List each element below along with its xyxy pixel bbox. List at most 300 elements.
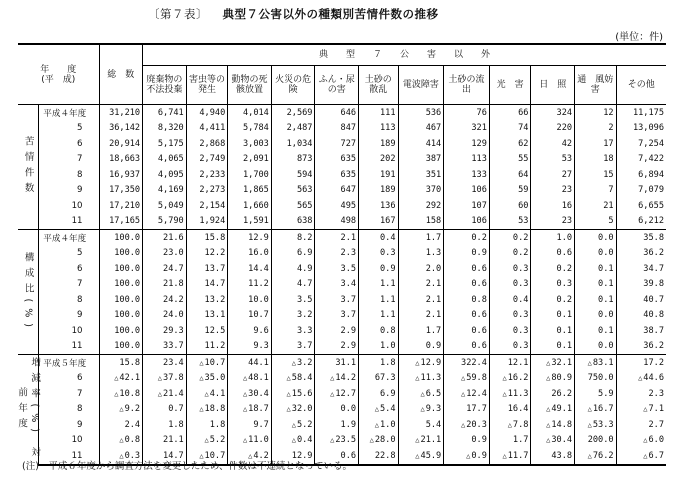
negative-marker-icon: △ — [242, 405, 248, 414]
value-cell: 20,914 — [99, 136, 143, 152]
value-cell: 0.1 — [575, 277, 617, 293]
column-header: 電波障害 — [398, 66, 444, 105]
negative-marker-icon: △ — [242, 374, 248, 383]
value-cell: 0.9 — [398, 339, 444, 355]
value-cell — [315, 433, 359, 449]
value-cell: 7,079 — [638, 185, 664, 196]
negative-marker-icon: △ — [330, 389, 335, 398]
value-text: 21.1 — [420, 435, 442, 446]
value-cell: 2.0 — [398, 261, 444, 277]
value-cell: 15 — [575, 167, 617, 183]
value-cell: 59 — [489, 183, 531, 199]
value-cell: 13.7 — [186, 261, 228, 277]
value-cell: 35.8 — [616, 230, 666, 246]
value-cell: 11.2 — [228, 277, 272, 293]
value-cell: 4,095 — [143, 167, 187, 183]
negative-marker-icon: △ — [157, 389, 163, 398]
value-cell: 2.1 — [398, 308, 444, 324]
value-cell: 36,142 — [99, 121, 143, 137]
value-cell: 0.6 — [444, 261, 490, 277]
negative-marker-icon: △ — [415, 436, 420, 445]
value-text: 59.8 — [466, 373, 487, 384]
value-cell — [398, 355, 444, 371]
value-cell: 1.1 — [359, 292, 398, 308]
value-text: 48.1 — [248, 373, 269, 384]
value-cell — [398, 448, 444, 465]
value-text: 10.7 — [204, 357, 226, 368]
value-cell: 3.5 — [271, 292, 315, 308]
negative-marker-icon: △ — [415, 374, 420, 383]
value-text: 11.3 — [507, 388, 529, 399]
table-title — [148, 6, 439, 22]
value-cell: 40.8 — [643, 310, 664, 321]
value-text: 11.0 — [248, 435, 269, 446]
year-cell: 5 — [39, 246, 99, 262]
value-cell: 33.7 — [143, 339, 187, 355]
value-text: 83.1 — [592, 357, 614, 368]
negative-marker-icon: △ — [291, 358, 296, 367]
value-text: 18.8 — [204, 404, 226, 415]
negative-marker-icon: △ — [502, 451, 507, 460]
value-cell — [444, 386, 490, 402]
value-text: 4.1 — [209, 388, 226, 399]
value-cell: 0.1 — [575, 292, 617, 308]
value-cell: 2,868 — [186, 136, 228, 152]
value-cell: 24.2 — [143, 292, 187, 308]
value-cell: 0.3 — [489, 308, 531, 324]
value-cell: 6,741 — [143, 105, 187, 121]
value-cell: 646 — [315, 105, 359, 121]
year-cell: 7 — [39, 152, 99, 168]
value-cell: 0.3 — [489, 323, 531, 339]
table-row — [18, 433, 666, 449]
value-cell: 100.0 — [99, 230, 143, 246]
negative-marker-icon: △ — [460, 374, 466, 383]
value-cell: 5.4 — [398, 417, 444, 433]
value-cell: 113 — [444, 152, 490, 168]
value-cell — [99, 402, 143, 418]
negative-marker-icon: △ — [643, 405, 648, 414]
year-cell: 6 — [39, 136, 99, 152]
negative-marker-icon: △ — [286, 374, 291, 383]
value-cell: 387 — [398, 152, 444, 168]
value-cell: 536 — [398, 105, 444, 121]
value-cell: 55 — [489, 152, 531, 168]
negative-marker-icon: △ — [502, 389, 507, 398]
value-cell: 3.7 — [315, 308, 359, 324]
value-cell: 36.2 — [643, 341, 664, 352]
negative-marker-icon: △ — [330, 374, 335, 383]
value-cell: 100.0 — [99, 246, 143, 262]
section-label: 増減率(%) 対前年度 — [18, 355, 39, 465]
value-cell — [359, 402, 398, 418]
value-text: 53.3 — [592, 419, 614, 430]
value-cell: 750.0 — [575, 371, 617, 387]
negative-marker-icon: △ — [415, 358, 420, 367]
value-cell: 21.1 — [143, 433, 187, 449]
value-cell: 2,569 — [271, 105, 315, 121]
value-cell: 26.2 — [531, 386, 575, 402]
value-cell — [444, 371, 490, 387]
value-cell: 0.1 — [531, 308, 575, 324]
value-cell: 100.0 — [99, 261, 143, 277]
value-cell: 31,210 — [99, 105, 143, 121]
year-cell: 10 — [39, 198, 99, 214]
value-cell: 4.7 — [271, 277, 315, 293]
value-cell: 351 — [398, 167, 444, 183]
section-label: 苦情件数 — [18, 105, 39, 230]
negative-marker-icon: △ — [587, 358, 592, 367]
value-cell: 67.3 — [359, 371, 398, 387]
negative-marker-icon: △ — [420, 389, 425, 398]
value-cell — [186, 402, 228, 418]
table-row — [18, 277, 666, 293]
value-text: 9.3 — [425, 404, 442, 415]
value-text: 6.5 — [425, 388, 442, 399]
value-cell: 324 — [531, 105, 575, 121]
value-cell: 12.9 — [271, 448, 315, 465]
value-cell — [616, 448, 666, 465]
value-cell: 1.1 — [359, 277, 398, 293]
value-text: 16.2 — [507, 373, 529, 384]
value-cell: 60 — [489, 198, 531, 214]
year-cell: 11 — [39, 339, 99, 355]
value-cell: 498 — [315, 214, 359, 230]
value-cell: 635 — [315, 152, 359, 168]
value-text: 23.5 — [335, 435, 357, 446]
value-cell: 3.7 — [271, 339, 315, 355]
negative-marker-icon: △ — [330, 436, 335, 445]
value-cell: 0.8 — [359, 323, 398, 339]
value-cell: 5.9 — [575, 386, 617, 402]
value-cell — [531, 402, 575, 418]
value-cell: 4,169 — [143, 183, 187, 199]
negative-marker-icon: △ — [587, 451, 592, 460]
value-text: 3.2 — [296, 357, 313, 368]
negative-marker-icon: △ — [119, 436, 124, 445]
negative-marker-icon: △ — [242, 436, 248, 445]
value-text: 11.7 — [507, 450, 529, 461]
value-cell: 11,175 — [632, 107, 664, 118]
table-row — [18, 167, 666, 183]
value-cell — [444, 448, 490, 465]
table-row — [18, 355, 666, 371]
value-cell: 0.6 — [444, 339, 490, 355]
value-cell: 202 — [359, 152, 398, 168]
year-cell: 10 — [39, 433, 99, 449]
value-cell: 0.4 — [489, 292, 531, 308]
value-cell: 0.2 — [444, 230, 490, 246]
value-cell: 189 — [359, 136, 398, 152]
value-cell: 1.0 — [531, 230, 575, 246]
value-cell: 1.8 — [359, 355, 398, 371]
value-cell: 129 — [444, 136, 490, 152]
value-cell: 22.8 — [359, 448, 398, 465]
value-cell: 6,655 — [638, 200, 664, 211]
value-cell: 495 — [315, 198, 359, 214]
value-cell: 3,003 — [228, 136, 272, 152]
value-cell — [186, 355, 228, 371]
value-cell: 727 — [315, 136, 359, 152]
column-header: 通 風妨 害 — [575, 66, 617, 105]
value-cell: 2.1 — [398, 292, 444, 308]
value-cell: 16 — [531, 198, 575, 214]
value-text: 0.4 — [296, 435, 313, 446]
value-cell: 4,940 — [186, 105, 228, 121]
value-text: 5.4 — [380, 404, 396, 415]
value-text: 9.2 — [124, 404, 141, 415]
value-text: 20.3 — [466, 419, 487, 430]
value-cell: 14.7 — [186, 277, 228, 293]
value-cell: 7,254 — [638, 138, 664, 149]
value-cell: 2.1 — [315, 230, 359, 246]
value-cell: 0.2 — [489, 246, 531, 262]
value-cell — [616, 371, 666, 387]
value-cell: 0.6 — [444, 308, 490, 324]
value-text: 16.7 — [592, 404, 614, 415]
value-cell: 2,091 — [228, 152, 272, 168]
table-row — [18, 105, 666, 121]
value-cell — [271, 386, 315, 402]
value-cell: 2.9 — [315, 323, 359, 339]
value-cell: 2.9 — [315, 339, 359, 355]
value-cell: 42 — [531, 136, 575, 152]
value-cell: 321 — [444, 121, 490, 137]
year-cell: 8 — [39, 402, 99, 418]
year-cell: 7 — [39, 277, 99, 293]
value-cell: 23.0 — [143, 246, 187, 262]
value-cell: 8,320 — [143, 121, 187, 137]
value-cell: 34.7 — [643, 263, 664, 274]
value-cell: 2,749 — [186, 152, 228, 168]
value-cell: 370 — [398, 183, 444, 199]
table-row — [18, 230, 666, 246]
value-cell: 76 — [444, 105, 490, 121]
value-cell: 467 — [398, 121, 444, 137]
table-row — [18, 417, 666, 433]
value-cell: 292 — [398, 198, 444, 214]
value-cell: 44.1 — [228, 355, 272, 371]
table-row — [18, 308, 666, 324]
value-cell: 113 — [359, 121, 398, 137]
value-cell: 0.6 — [315, 448, 359, 465]
table-row — [18, 402, 666, 418]
value-text: 1.0 — [380, 419, 396, 430]
value-cell: 0.6 — [444, 277, 490, 293]
value-text: 18.7 — [248, 404, 269, 415]
value-cell — [271, 402, 315, 418]
year-cell: 8 — [39, 292, 99, 308]
column-header: 廃棄物の不法投棄 — [143, 66, 187, 105]
table-row — [18, 323, 666, 339]
value-cell: 15.8 — [99, 355, 143, 371]
value-text: 0.9 — [471, 450, 487, 461]
value-cell: 2,273 — [186, 183, 228, 199]
value-cell: 2.7 — [648, 419, 664, 430]
value-cell: 36.2 — [643, 248, 664, 259]
value-cell: 0.9 — [359, 261, 398, 277]
value-cell: 635 — [315, 167, 359, 183]
column-header: 土砂の流出 — [444, 66, 490, 105]
value-text: 12.7 — [335, 388, 357, 399]
year-cell: 9 — [39, 183, 99, 199]
value-cell: 17.7 — [444, 402, 490, 418]
value-cell: 0.0 — [315, 402, 359, 418]
value-text: 7.8 — [512, 419, 529, 430]
value-cell: 4,014 — [228, 105, 272, 121]
value-cell: 0.0 — [575, 339, 617, 355]
value-cell — [228, 402, 272, 418]
value-cell: 4.9 — [271, 261, 315, 277]
value-cell: 0.0 — [575, 308, 617, 324]
section-label: 構成比(%) — [18, 230, 39, 355]
negative-marker-icon: △ — [242, 389, 248, 398]
negative-marker-icon: △ — [466, 451, 471, 460]
value-cell — [186, 433, 228, 449]
value-cell: 9.7 — [228, 417, 272, 433]
value-cell: 4,065 — [143, 152, 187, 168]
value-cell: 1,924 — [186, 214, 228, 230]
value-cell — [575, 402, 617, 418]
value-cell — [444, 417, 490, 433]
column-header: ふん・尿の害 — [315, 66, 359, 105]
table-row — [18, 261, 666, 277]
value-cell: 18 — [575, 152, 617, 168]
value-text: 45.9 — [420, 450, 442, 461]
negative-marker-icon: △ — [638, 374, 643, 383]
value-cell: 0.6 — [531, 246, 575, 262]
value-text: 76.2 — [592, 450, 614, 461]
negative-marker-icon: △ — [643, 436, 648, 445]
value-cell: 191 — [359, 167, 398, 183]
value-cell: 53 — [489, 214, 531, 230]
column-header: 害虫等の発生 — [186, 66, 228, 105]
value-cell: 189 — [359, 183, 398, 199]
value-cell: 0.6 — [444, 323, 490, 339]
value-cell — [271, 355, 315, 371]
value-cell: 12 — [575, 105, 617, 121]
value-cell: 0.8 — [444, 292, 490, 308]
value-text: 12.4 — [466, 388, 487, 399]
value-text: 49.1 — [551, 404, 573, 415]
year-header — [18, 44, 99, 105]
value-cell: 9.6 — [228, 323, 272, 339]
value-cell: 4,411 — [186, 121, 228, 137]
value-cell: 6,894 — [638, 169, 664, 180]
negative-marker-icon: △ — [546, 405, 551, 414]
negative-marker-icon: △ — [286, 405, 291, 414]
table-title-text: 典型７公害以外の種類別苦情件数の推移 — [222, 7, 439, 21]
value-cell: 158 — [398, 214, 444, 230]
negative-marker-icon: △ — [291, 436, 296, 445]
table-row — [18, 121, 666, 137]
value-text: 15.6 — [291, 388, 313, 399]
value-cell: 74 — [489, 121, 531, 137]
value-cell: 220 — [531, 121, 575, 137]
column-header: 動物の死骸放置 — [228, 66, 272, 105]
value-cell: 0.3 — [359, 246, 398, 262]
value-cell: 2.4 — [99, 417, 143, 433]
value-cell: 5,175 — [143, 136, 187, 152]
value-text: 32.0 — [291, 404, 313, 415]
value-cell: 414 — [398, 136, 444, 152]
value-cell: 62 — [489, 136, 531, 152]
value-cell — [228, 386, 272, 402]
value-text: 6.7 — [648, 450, 664, 461]
value-text: 32.1 — [551, 357, 573, 368]
value-text: 28.0 — [374, 435, 396, 446]
negative-marker-icon: △ — [420, 405, 425, 414]
value-cell: 31.1 — [315, 355, 359, 371]
value-cell: 13.2 — [186, 292, 228, 308]
value-cell: 3.5 — [315, 261, 359, 277]
value-cell: 38.7 — [643, 325, 664, 336]
value-cell: 6,212 — [638, 216, 664, 227]
value-cell: 6.9 — [359, 386, 398, 402]
value-cell: 638 — [271, 214, 315, 230]
negative-marker-icon: △ — [291, 420, 296, 429]
negative-marker-icon: △ — [114, 389, 119, 398]
value-cell — [143, 371, 187, 387]
value-cell: 565 — [271, 198, 315, 214]
value-cell — [575, 355, 617, 371]
year-cell: 平成５年度 — [39, 355, 99, 371]
total-header: 総 数 — [99, 44, 143, 105]
year-header-sub: (平 成) — [41, 74, 76, 85]
negative-marker-icon: △ — [199, 405, 204, 414]
value-text: 12.9 — [420, 357, 442, 368]
value-cell — [575, 448, 617, 465]
value-cell: 3.2 — [271, 308, 315, 324]
value-cell: 0.1 — [575, 261, 617, 277]
value-cell: 106 — [444, 214, 490, 230]
value-cell: 847 — [315, 121, 359, 137]
negative-marker-icon: △ — [587, 420, 592, 429]
value-cell: 7 — [575, 183, 617, 199]
table-row — [18, 183, 666, 199]
negative-marker-icon: △ — [460, 420, 466, 429]
negative-marker-icon: △ — [119, 451, 124, 460]
value-cell: 29.3 — [143, 323, 187, 339]
value-cell: 0.3 — [489, 339, 531, 355]
negative-marker-icon: △ — [546, 358, 551, 367]
value-text: 11.3 — [420, 373, 442, 384]
value-cell — [489, 386, 531, 402]
value-cell: 136 — [359, 198, 398, 214]
value-text: 21.4 — [163, 388, 184, 399]
value-cell: 1.8 — [186, 417, 228, 433]
value-text: 42.1 — [119, 373, 141, 384]
unit-label: (単位：件) — [615, 32, 663, 43]
value-cell: 2,154 — [186, 198, 228, 214]
value-cell — [398, 386, 444, 402]
value-cell: 100.0 — [99, 323, 143, 339]
value-cell: 2,233 — [186, 167, 228, 183]
value-cell: 1.1 — [359, 308, 398, 324]
value-cell: 0.2 — [531, 261, 575, 277]
value-cell — [99, 386, 143, 402]
value-cell: 1.9 — [315, 417, 359, 433]
year-cell: 6 — [39, 261, 99, 277]
column-header: 光 害 — [489, 66, 531, 105]
value-cell: 14.7 — [143, 448, 187, 465]
value-cell — [359, 433, 398, 449]
value-cell: 1,660 — [228, 198, 272, 214]
value-cell: 43.8 — [531, 448, 575, 465]
value-cell: 0.1 — [531, 323, 575, 339]
year-cell: 9 — [39, 308, 99, 324]
value-cell: 1.7 — [398, 230, 444, 246]
